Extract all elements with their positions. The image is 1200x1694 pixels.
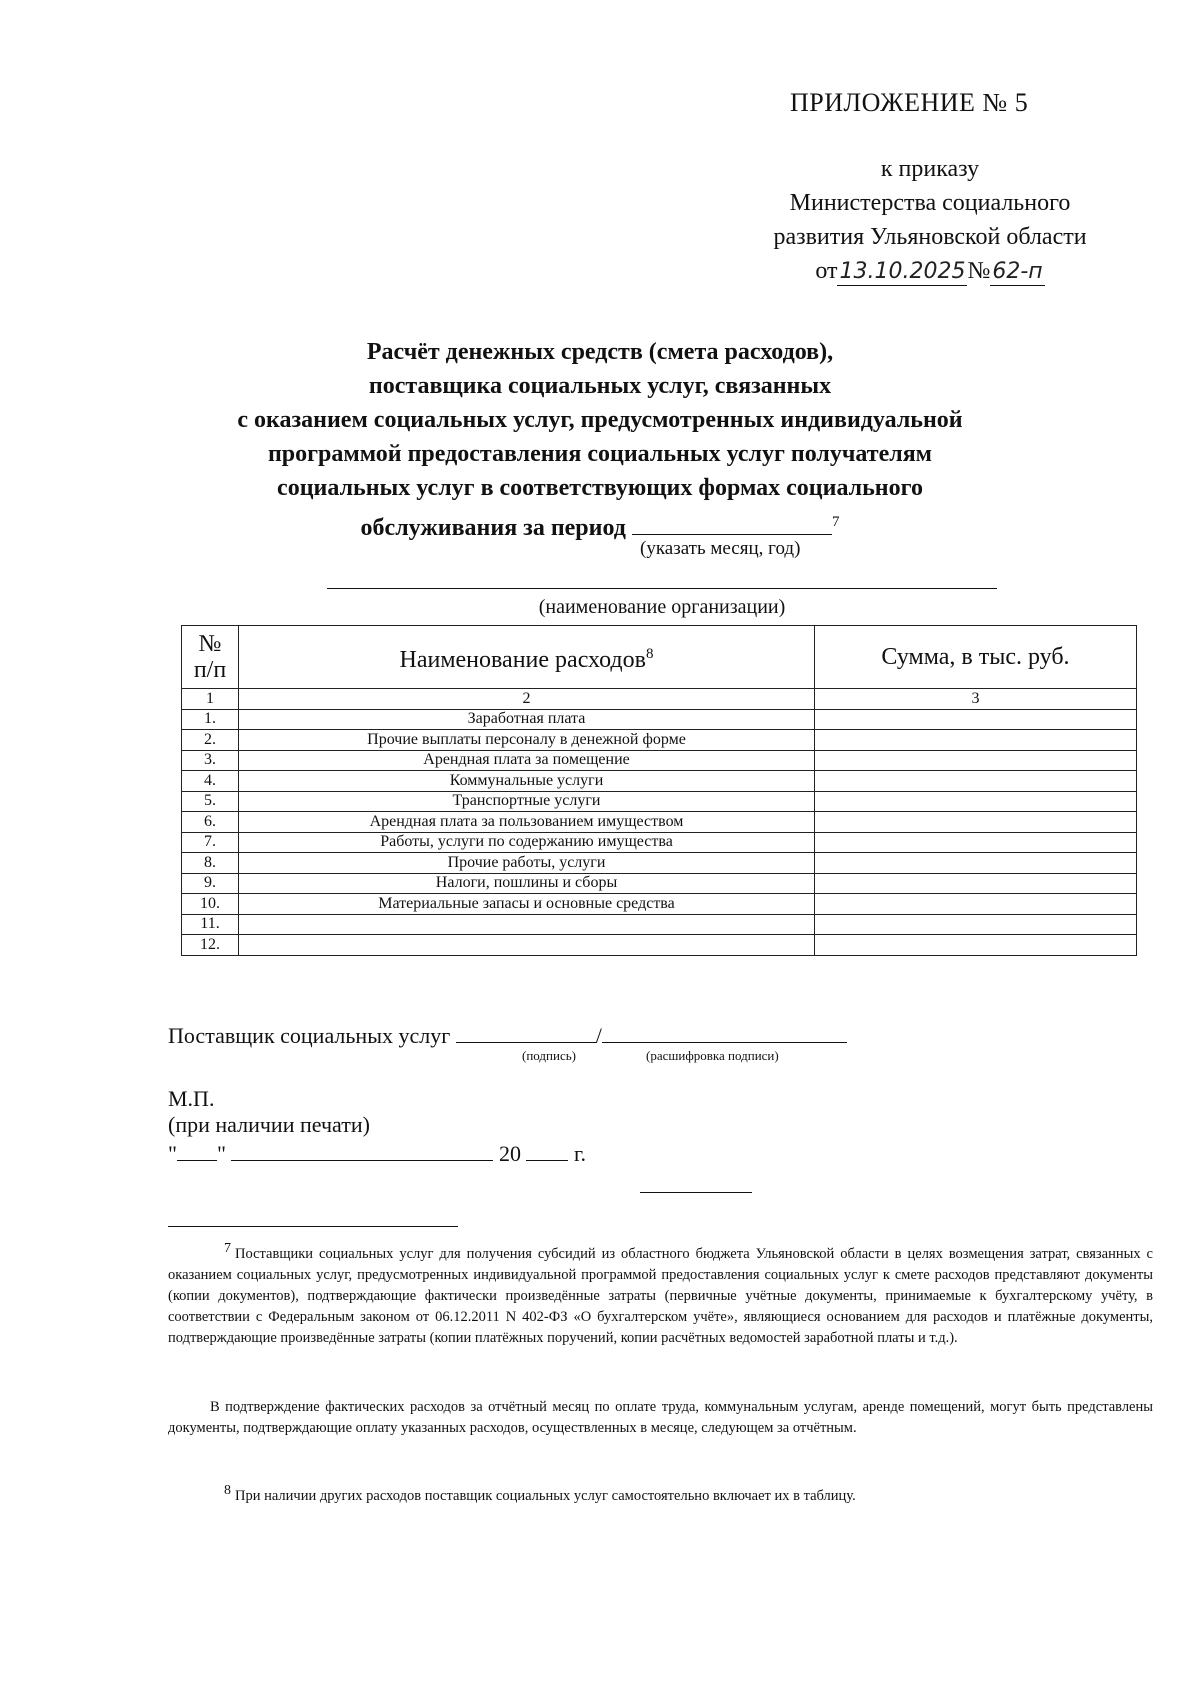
table-row [182, 832, 1137, 853]
row-sum-cell[interactable] [815, 873, 1137, 894]
table-row [182, 791, 1137, 812]
date-quote-close: " [216, 1141, 226, 1166]
signature-caption: (подпись) [522, 1048, 576, 1063]
row-expense-name-cell: Материальные запасы и основные средства [239, 894, 815, 915]
row-sum-cell[interactable] [815, 812, 1137, 833]
footnote-divider [168, 1226, 458, 1227]
expense-table [181, 625, 1137, 956]
table-row [182, 812, 1137, 833]
header-sum: Сумма, в тыс. руб. [815, 626, 1137, 689]
row-sum-cell[interactable] [815, 894, 1137, 915]
row-number-cell: 11. [182, 914, 239, 935]
column-number-1: 1 [182, 689, 239, 710]
table-row [182, 750, 1137, 771]
title-line-6 [160, 505, 1040, 545]
row-number-cell: 7. [182, 832, 239, 853]
row-expense-name-cell [239, 935, 815, 956]
row-expense-name-cell: Налоги, пошлины и сборы [239, 873, 815, 894]
header-number-sign: № [198, 631, 222, 657]
row-expense-name-cell: Арендная плата за помещение [239, 750, 815, 771]
order-reference [700, 152, 1160, 288]
short-divider [640, 1192, 752, 1193]
row-expense-name-cell: Заработная плата [239, 709, 815, 730]
table-row [182, 914, 1137, 935]
order-line-1: к приказу [880, 156, 980, 182]
column-number-2: 2 [239, 689, 815, 710]
row-number-cell: 3. [182, 750, 239, 771]
row-number-cell: 2. [182, 730, 239, 751]
column-number-row [182, 689, 1137, 710]
row-expense-name-cell [239, 914, 815, 935]
signature-field[interactable] [456, 1022, 596, 1043]
period-hint: (указать месяц, год) [640, 538, 801, 559]
row-expense-name-cell: Прочие выплаты персоналу в денежной форме [239, 730, 815, 751]
header-expense-name [239, 626, 815, 689]
footnote-7-text: Поставщики социальных услуг для получения субсидий из областного бюджета Ульяновской области в целях возмещения затрат, связанных с оказанием социальных услуг, предусмотренных индивидуальной программой предоставления социальных услуг к смете расходов представляют документы (копии документов), подтверждающие фактически произведённые затраты (первичные учётные документы, принимаемые к бухгалтерскому учёту, в соответствии с Федеральным законом от 06.12.2011 N 402-ФЗ «О бухгалтерском учёте», являющиеся основанием для расходов и платёжные документы, подтверждающие произведённые затраты (копии платёжных поручений, копии расчётных ведомостей заработной платы и т.д.). [168, 1245, 1153, 1346]
row-number-cell: 6. [182, 812, 239, 833]
row-sum-cell[interactable] [815, 750, 1137, 771]
row-sum-cell[interactable] [815, 730, 1137, 751]
order-date-number [700, 254, 1160, 288]
signature-line [168, 1022, 847, 1049]
footnote-7-mark: 7 [224, 1241, 231, 1256]
table-header-row [182, 626, 1137, 689]
year-field[interactable] [526, 1140, 568, 1161]
table-row [182, 853, 1137, 874]
footnote-7 [168, 1238, 1153, 1349]
day-field[interactable] [177, 1140, 217, 1161]
title-line-1: Расчёт денежных средств (смета расходов), [366, 339, 834, 365]
table-row [182, 709, 1137, 730]
row-expense-name-cell: Транспортные услуги [239, 791, 815, 812]
month-field[interactable] [231, 1140, 493, 1161]
footnote-7-continuation: В подтверждение фактических расходов за отчётный месяц по оплате труда, коммунальным услугам, аренде помещений, могут быть представлены документы, подтверждающие оплату указанных расходов, осуществленных в месяце, следующем за отчётным. [168, 1399, 1153, 1436]
organization-name-field[interactable] [327, 588, 997, 589]
order-date-handwritten: 13.10.2025 [839, 259, 966, 284]
row-sum-cell[interactable] [815, 853, 1137, 874]
supplier-label: Поставщик социальных услуг [168, 1023, 451, 1048]
row-expense-name-cell: Коммунальные услуги [239, 771, 815, 792]
title-period-label: обслуживания за период [360, 515, 626, 541]
footnote-8-text: При наличии других расходов поставщик социальных услуг самостоятельно включает их в таблицу. [235, 1487, 856, 1504]
document-title [160, 335, 1040, 545]
table-row [182, 730, 1137, 751]
footnote-ref-8: 8 [645, 646, 654, 662]
table-row [182, 935, 1137, 956]
title-line-3: с оказанием социальных услуг, предусмотренных индивидуальной [237, 407, 963, 433]
date-quote-open: " [168, 1141, 177, 1166]
title-line-4: программой предоставления социальных услуг получателям [267, 441, 933, 467]
row-number-cell: 1. [182, 709, 239, 730]
year-suffix: г. [573, 1141, 587, 1166]
stamp-note: (при наличии печати) [168, 1112, 370, 1137]
signature-decoding-caption: (расшифровка подписи) [646, 1048, 779, 1063]
title-line-5: социальных услуг в соответствующих формах социального [277, 475, 923, 501]
stamp-label: М.П. [168, 1086, 215, 1111]
signature-separator: / [595, 1023, 602, 1048]
table-row [182, 894, 1137, 915]
order-line-3: развития Ульяновской области [773, 224, 1087, 250]
order-number-handwritten: 62-п [992, 259, 1043, 284]
row-number-cell: 4. [182, 771, 239, 792]
order-prefix: от [815, 258, 838, 284]
row-expense-name-cell: Прочие работы, услуги [239, 853, 815, 874]
table-row [182, 873, 1137, 894]
table-row [182, 771, 1137, 792]
row-number-cell: 9. [182, 873, 239, 894]
header-number [182, 626, 239, 689]
row-sum-cell[interactable] [815, 791, 1137, 812]
row-sum-cell[interactable] [815, 709, 1137, 730]
row-expense-name-cell: Работы, услуги по содержанию имущества [239, 832, 815, 853]
header-number-pp: п/п [193, 657, 227, 683]
header-expense-name-text: Наименование расходов [399, 647, 646, 673]
period-blank-field[interactable] [632, 512, 832, 535]
row-number-cell: 5. [182, 791, 239, 812]
organization-hint: (наименование организации) [538, 596, 786, 618]
title-line-2: поставщика социальных услуг, связанных [368, 373, 832, 399]
order-number-sign: № [967, 258, 991, 284]
row-sum-cell[interactable] [815, 832, 1137, 853]
signature-decoding-field[interactable] [602, 1022, 847, 1043]
footnote-8-mark: 8 [224, 1483, 231, 1498]
row-sum-cell[interactable] [815, 771, 1137, 792]
footnote-8 [168, 1480, 1153, 1507]
row-sum-cell[interactable] [815, 914, 1137, 935]
row-number-cell: 10. [182, 894, 239, 915]
order-line-2: Министерства социального [789, 190, 1071, 216]
row-number-cell: 12. [182, 935, 239, 956]
appendix-title: ПРИЛОЖЕНИЕ № 5 [790, 88, 1029, 117]
date-line [168, 1140, 586, 1167]
row-expense-name-cell: Арендная плата за пользованием имуществом [239, 812, 815, 833]
column-number-3: 3 [815, 689, 1137, 710]
year-prefix: 20 [498, 1141, 521, 1166]
footnote-ref-7: 7 [831, 514, 840, 530]
row-sum-cell[interactable] [815, 935, 1137, 956]
row-number-cell: 8. [182, 853, 239, 874]
